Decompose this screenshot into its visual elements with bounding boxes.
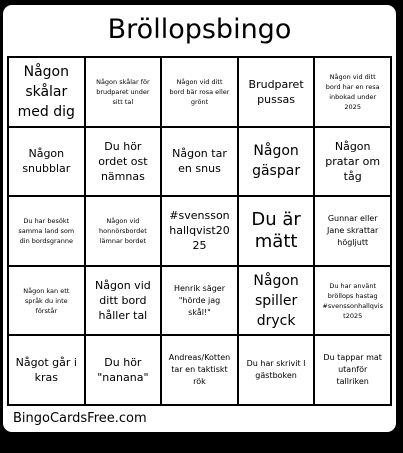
bingo-cell-text: Du är mätt — [251, 208, 301, 252]
bingo-cell[interactable] — [314, 57, 391, 127]
bingo-cell[interactable] — [161, 335, 238, 405]
bingo-cell-text: Du har använt bröllops hastag #svenssonhallqvist2025 — [322, 281, 383, 320]
bingo-cell[interactable] — [85, 196, 162, 266]
bingo-cell[interactable] — [8, 196, 85, 266]
bingo-cell-text: Någon skålar för brudparet under sitt tal — [96, 77, 150, 106]
bingo-cell-text: Någon spiller dryck — [253, 272, 299, 329]
bingo-cell[interactable] — [314, 127, 391, 197]
bingo-cell-text: Någon gäspar — [252, 143, 301, 180]
bingo-cell[interactable] — [85, 127, 162, 197]
bingo-cell-text: Någon kan ett språk du inte förstår — [23, 286, 70, 315]
bingo-cell-text: Någon skålar med dig — [17, 63, 75, 120]
bingo-cell[interactable] — [161, 266, 238, 336]
bingo-cell[interactable] — [161, 127, 238, 197]
bingo-cell-text: #svenssonhallqvist2025 — [169, 209, 230, 253]
bingo-cell-text: Du har skrivit I gästboken — [246, 359, 306, 381]
bingo-cell[interactable] — [8, 57, 85, 127]
bingo-cell[interactable] — [238, 57, 315, 127]
bingo-cell[interactable] — [238, 127, 315, 197]
bingo-cell[interactable] — [161, 57, 238, 127]
bingo-cell[interactable] — [238, 196, 315, 266]
bingo-card — [3, 5, 396, 432]
bingo-cell[interactable] — [161, 196, 238, 266]
bingo-cell-text: Du har besökt samma land som din bordsgranne — [18, 216, 75, 245]
footer-credit: BingoCardsFree.com — [13, 411, 147, 426]
bingo-cell[interactable] — [238, 266, 315, 336]
bingo-cell[interactable] — [8, 335, 85, 405]
bingo-cell-text: Du tappar mat utanför tallriken — [323, 353, 382, 387]
bingo-cell[interactable] — [314, 335, 391, 405]
bingo-cell-text: Någon tar en snus — [172, 147, 227, 176]
bingo-cell-text: Någon pratar om tåg — [325, 139, 381, 183]
bingo-cell[interactable] — [85, 57, 162, 127]
bingo-cell[interactable] — [238, 335, 315, 405]
bingo-cell-text: Någon vid ditt bord har en resa inbokad under 2025 — [325, 72, 380, 111]
card-title: Bröllopsbingo — [107, 14, 292, 45]
bingo-cell[interactable] — [85, 266, 162, 336]
bingo-cell-text: Någon snubblar — [22, 147, 71, 176]
bingo-cell[interactable] — [85, 335, 162, 405]
bingo-cell-text: Någon vid ditt bord håller tal — [95, 279, 151, 323]
bingo-cell-text: Gunnar eller Jane skrattar högljutt — [327, 213, 379, 247]
bingo-grid — [7, 56, 392, 406]
bingo-cell-text: Någon vid ditt bord bär rosa eller grönt — [169, 77, 230, 106]
bingo-cell-text: Andreas/Kotten tar en taktiskt rök — [168, 353, 231, 387]
bingo-cell[interactable] — [8, 266, 85, 336]
bingo-cell-text: Brudparet pussas — [248, 77, 304, 106]
bingo-cell-text: Någon vid honnörsbordet lämnar bordet — [99, 216, 147, 245]
bingo-cell[interactable] — [314, 196, 391, 266]
bingo-cell-text: Du hör ordet ost nämnas — [98, 139, 148, 183]
bingo-cell[interactable] — [8, 127, 85, 197]
bingo-cell-text: Du hör "nanana" — [97, 356, 149, 385]
bingo-cell-text: Något går i kras — [15, 356, 77, 385]
bingo-cell[interactable] — [314, 266, 391, 336]
bingo-cell-text: Henrik säger "hörde jag skål!" — [173, 283, 226, 317]
